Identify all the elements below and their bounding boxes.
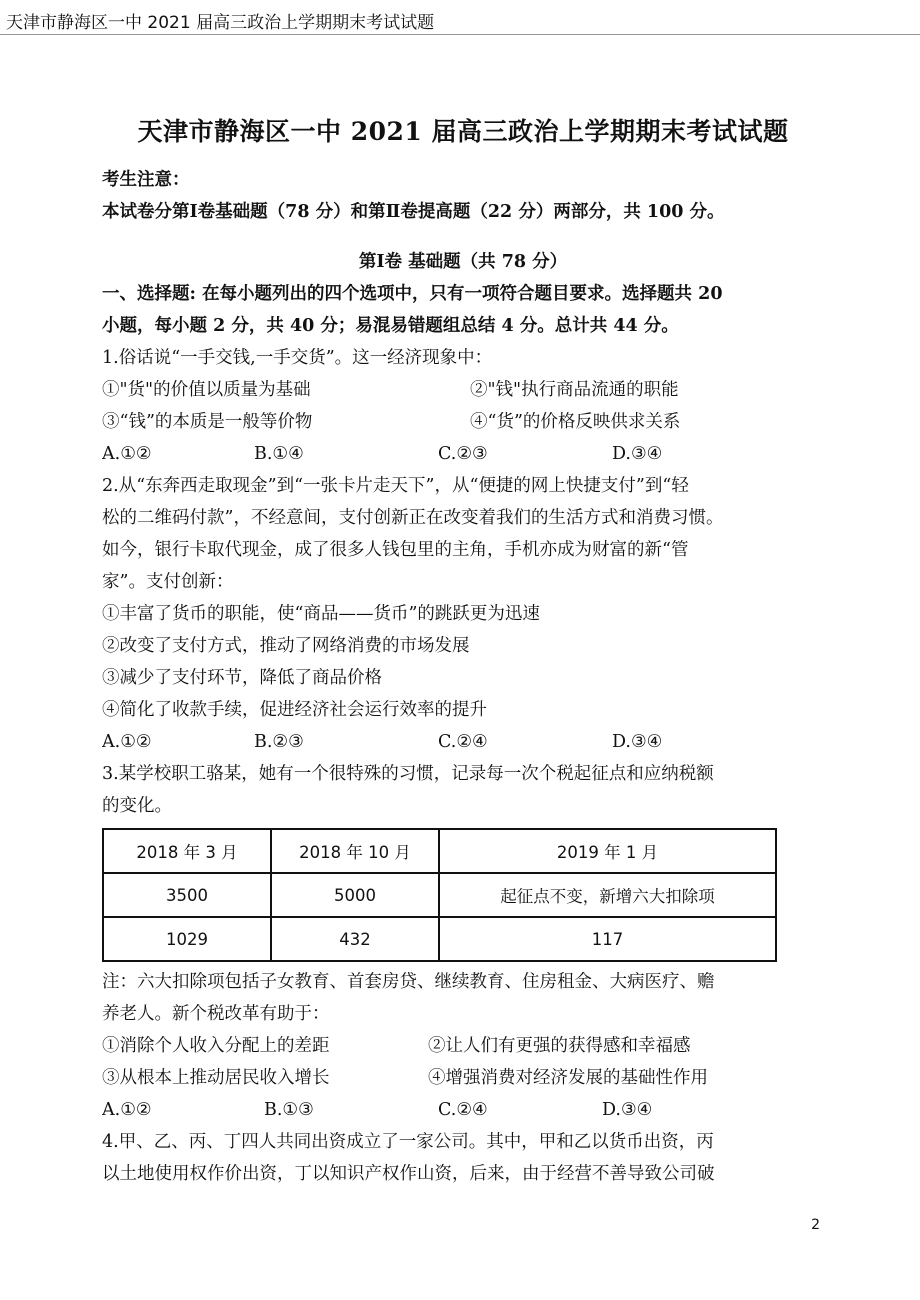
q1-option-4: ④“货”的价格反映供求关系 (470, 412, 681, 432)
q2-choice-a: A.①② (102, 732, 152, 752)
q4-stem-line-2: 以土地使用权作价出资，丁以知识产权作山资，后来，由于经营不善导致公司破 (102, 1164, 715, 1184)
q2-stem-line-1: 2.从“东奔西走取现金”到“一张卡片走天下”，从“便捷的网上快捷支付”到“轻 (102, 476, 689, 496)
q1-options-row-2 (102, 406, 824, 438)
q2-stem-line-2: 松的二维码付款”，不经意间，支付创新正在改变着我们的生活方式和消费习惯。 (102, 508, 724, 528)
table-header-row (103, 829, 776, 873)
q1-choice-a: A.①② (102, 444, 152, 464)
q2-option-1: ①丰富了货币的职能，使“商品——货币”的跳跃更为迅速 (102, 604, 540, 624)
q1-option-3: ③“钱”的本质是一般等价物 (102, 412, 313, 432)
table-cell: 5000 (271, 873, 439, 917)
section-heading: 第Ⅰ卷 基础题（共 78 分） (358, 252, 568, 272)
q3-choice-d: D.③④ (602, 1100, 653, 1120)
q1-option-2: ②"钱"执行商品流通的职能 (470, 380, 679, 400)
q3-note-line-2: 养老人。新个税改革有助于： (102, 1004, 330, 1024)
q2-option-4: ④简化了收款手续，促进经济社会运行效率的提升 (102, 700, 487, 720)
q3-choice-b: B.①③ (264, 1100, 314, 1120)
spacer (102, 228, 824, 246)
table-header-cell: 2018 年 10 月 (271, 829, 439, 873)
instructions-line-1: 一、选择题: 在每小题列出的四个选项中，只有一项符合题目要求。选择题共 20 (102, 284, 723, 304)
table-cell: 432 (271, 917, 439, 961)
q3-stem-line-1: 3.某学校职工骆某，她有一个很特殊的习惯，记录每一次个税起征点和应纳税额 (102, 764, 714, 784)
q2-stem-line-3: 如今，银行卡取代现金，成了很多人钱包里的主角，手机亦成为财富的新“管 (102, 540, 689, 560)
q3-stem-line-2: 的变化。 (102, 796, 172, 816)
table-row (103, 873, 776, 917)
q2-stem-line-4: 家”。支付创新： (102, 572, 234, 592)
q3-choice-c: C.②④ (438, 1100, 488, 1120)
table-header-cell: 2019 年 1 月 (439, 829, 776, 873)
q1-choice-c: C.②③ (438, 444, 488, 464)
q1-choice-d: D.③④ (612, 444, 663, 464)
table-cell: 117 (439, 917, 776, 961)
q4-stem-line-1: 4.甲、乙、丙、丁四人共同出资成立了一家公司。其中，甲和乙以货币出资，丙 (102, 1132, 714, 1152)
page-number: 2 (811, 1217, 820, 1233)
q3-option-3: ③从根本上推动居民收入增长 (102, 1068, 330, 1088)
q1-option-1: ①"货"的价值以质量为基础 (102, 380, 311, 400)
q2-option-2: ②改变了支付方式，推动了网络消费的市场发展 (102, 636, 470, 656)
q3-option-1: ①消除个人收入分配上的差距 (102, 1036, 330, 1056)
table-header-cell: 2018 年 3 月 (103, 829, 271, 873)
q3-options-row-2 (102, 1062, 824, 1094)
q1-stem: 1.俗话说“一手交钱,一手交货”。这一经济现象中： (102, 348, 493, 368)
running-header: 天津市静海区一中 2021 届高三政治上学期期末考试试题 (6, 13, 435, 33)
table-cell: 3500 (103, 873, 271, 917)
header-divider (0, 34, 920, 35)
q1-options-row-1 (102, 374, 824, 406)
q2-choice-c: C.②④ (438, 732, 488, 752)
document-body (102, 112, 824, 1190)
notice-text: 本试卷分第Ⅰ卷基础题（78 分）和第Ⅱ卷提高题（22 分）两部分，共 100 分。 (102, 202, 725, 222)
q2-choice-b: B.②③ (254, 732, 304, 752)
q3-choices (102, 1094, 824, 1126)
q2-choice-d: D.③④ (612, 732, 663, 752)
q1-choice-b: B.①④ (254, 444, 304, 464)
q2-option-3: ③减少了支付环节，降低了商品价格 (102, 668, 382, 688)
q3-options-row-1 (102, 1030, 824, 1062)
document-title: 天津市静海区一中 2021 届高三政治上学期期末考试试题 (137, 117, 789, 146)
tax-table (102, 828, 777, 962)
table-row (103, 917, 776, 961)
q1-choices (102, 438, 824, 470)
instructions-line-2: 小题，每小题 2 分，共 40 分；易混易错题组总结 4 分。总计共 44 分。 (102, 316, 679, 336)
table-cell: 1029 (103, 917, 271, 961)
notice-heading: 考生注意： (102, 170, 190, 190)
q3-option-2: ②让人们有更强的获得感和幸福感 (428, 1036, 691, 1056)
q3-choice-a: A.①② (102, 1100, 152, 1120)
q2-choices (102, 726, 824, 758)
table-cell: 起征点不变，新增六大扣除项 (439, 873, 776, 917)
q3-option-4: ④增强消费对经济发展的基础性作用 (428, 1068, 708, 1088)
q3-note-line-1: 注：六大扣除项包括子女教育、首套房贷、继续教育、住房租金、大病医疗、赡 (102, 972, 715, 992)
